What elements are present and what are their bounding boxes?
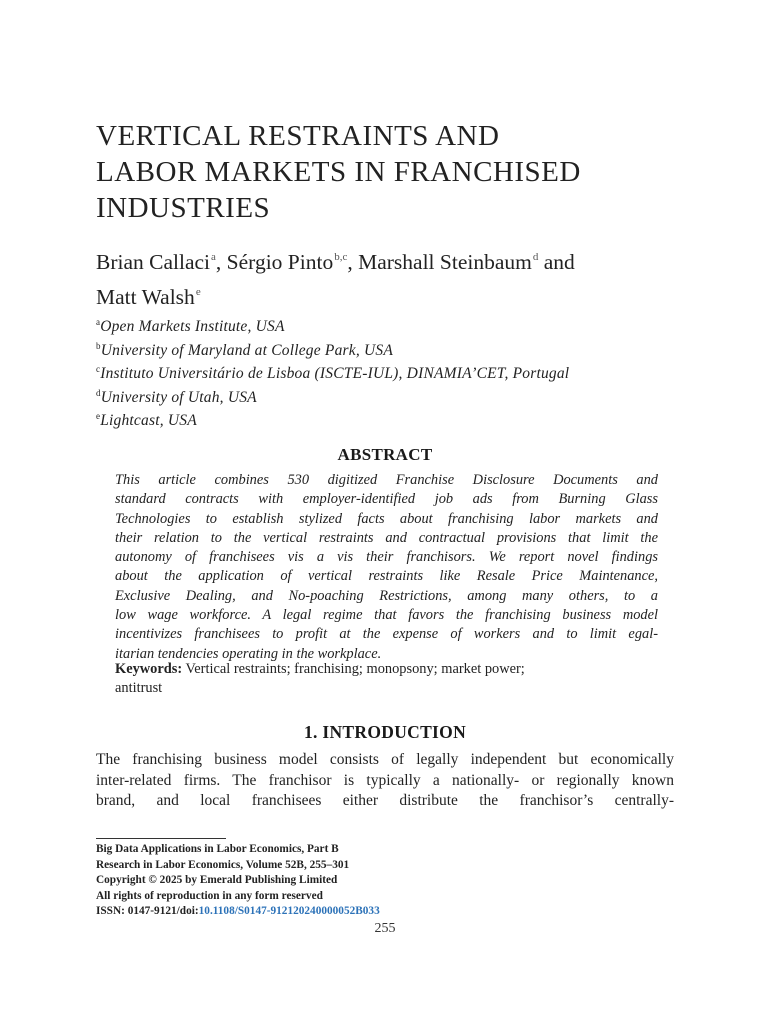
title-line: VERTICAL RESTRAINTS AND: [96, 120, 500, 152]
abstract-line: Exclusive Dealing, and No-poaching Restrictions, among many others, to a: [115, 587, 658, 604]
author-separator: ,: [347, 250, 359, 274]
keywords: [115, 660, 658, 699]
author-separator: ,: [215, 250, 227, 274]
affiliation: [96, 337, 696, 361]
keywords-list-continued: antitrust: [115, 680, 163, 697]
abstract-line: Technologies to establish stylized facts about franchising labor markets and: [115, 510, 658, 527]
abstract-line: This article combines 530 digitized Franchise Disclosure Documents and: [115, 472, 658, 488]
affiliation: [96, 360, 696, 384]
abstract-line: their relation to the vertical restraints and contractual provisions that limit the: [115, 529, 658, 546]
page-number: 255: [374, 921, 396, 936]
body-line: brand, and local franchisees either distribute the franchisor’s centrally-: [96, 792, 674, 809]
abstract-line: standard contracts with employer-identified job ads from Burning Glass: [115, 491, 658, 508]
author-separator: and: [538, 250, 575, 274]
affiliation-text: Open Markets Institute, USA: [100, 318, 285, 335]
author-name: Marshall Steinbaum: [358, 250, 532, 274]
author-affiliation-mark: d: [532, 251, 539, 263]
affiliation: [96, 384, 696, 408]
body-line: The franchising business model consists of legally independent but economically: [96, 751, 674, 768]
affiliation-text: University of Maryland at College Park, USA: [100, 341, 393, 359]
footer-line: Copyright © 2025 by Emerald Publishing Limited: [96, 874, 338, 886]
author-name: Sérgio Pinto: [226, 250, 334, 274]
keywords-label: Keywords:: [115, 661, 183, 677]
footer-line: All rights of reproduction in any form reserved: [96, 889, 323, 902]
affiliation-text: University of Utah, USA: [100, 388, 257, 406]
footer-line: Big Data Applications in Labor Economics, Part B: [96, 843, 339, 855]
abstract-heading: ABSTRACT: [337, 445, 433, 464]
abstract-line: low wage workforce. A legal regime that favors the franchising business model: [115, 607, 658, 624]
affiliation-mark: d: [96, 387, 101, 398]
author-affiliation-mark: a: [211, 251, 216, 263]
affiliation-list: [96, 313, 696, 431]
affiliation-mark: b: [96, 340, 101, 351]
issn-text: ISSN: 0147-9121/doi:: [96, 905, 199, 917]
author-affiliation-mark: b,c: [334, 251, 348, 263]
abstract-body: [115, 471, 658, 664]
keywords-list: Vertical restraints; franchising; monopsony; market power;: [182, 661, 525, 677]
abstract-line: itarian tendencies operating in the workplace.: [115, 645, 382, 662]
abstract-line: about the application of vertical restraints like Resale Price Maintenance,: [115, 568, 658, 585]
footer-line: Research in Labor Economics, Volume 52B, 255–301: [96, 858, 350, 871]
author-affiliation-mark: e: [195, 286, 201, 298]
section-heading: 1. INTRODUCTION: [303, 722, 467, 742]
article-title: [96, 118, 716, 226]
affiliation: [96, 313, 696, 337]
title-line: INDUSTRIES: [96, 192, 271, 224]
affiliation-text: Instituto Universitário de Lisboa (ISCTE-IUL), DINAMIA’CET, Portugal: [100, 365, 570, 382]
affiliation: [96, 407, 696, 431]
title-line: LABOR MARKETS IN FRANCHISED: [96, 156, 581, 188]
author-name: Matt Walsh: [96, 285, 195, 309]
affiliation-mark: c: [96, 364, 101, 374]
author-name: Brian Callaci: [96, 250, 211, 274]
footnote-divider: [96, 838, 226, 839]
affiliation-mark: e: [96, 411, 101, 421]
introduction-body: [96, 750, 674, 812]
affiliation-text: Lightcast, USA: [100, 412, 197, 429]
publication-footer: [96, 842, 516, 920]
abstract-line: incentivizes franchisees to profit at the expense of workers and to limit egal-: [115, 626, 658, 643]
abstract-line: autonomy of franchisees vis a vis their franchisors. We report novel findings: [115, 549, 658, 566]
body-line: inter-related firms. The franchisor is typically a nationally- or regionally known: [96, 771, 674, 789]
author-list: [96, 242, 716, 312]
doi-link[interactable]: 10.1108/S0147-912120240000052B033: [198, 905, 380, 917]
affiliation-mark: a: [96, 317, 101, 327]
